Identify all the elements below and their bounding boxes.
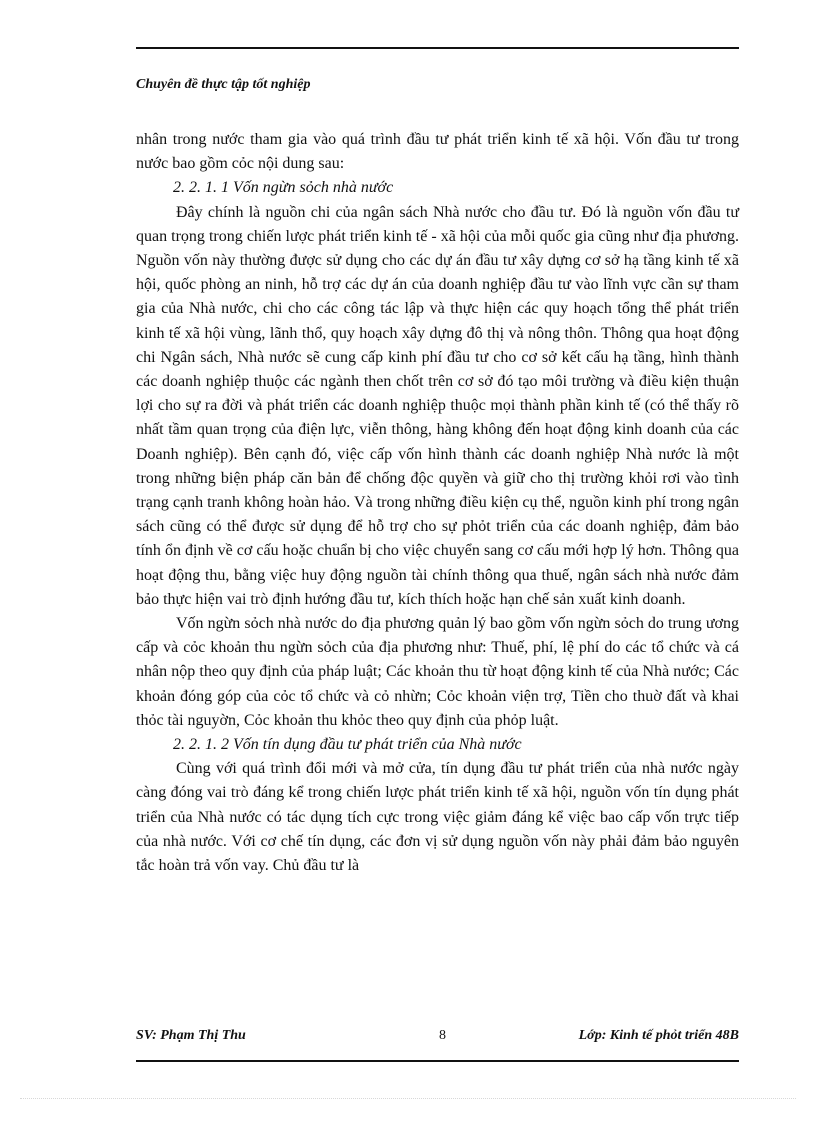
section-heading-2-2-1-1: 2. 2. 1. 1 Vốn ngừn sỏch nhà nước <box>173 179 394 197</box>
header-title: Chuyên đề thực tập tốt nghiệp <box>136 77 311 92</box>
paragraph: Đây chính là nguồn chi của ngân sách Nhà nước cho đầu tư. Đó là nguồn vốn đầu tư quan trọng trong chiến lược phát triển kinh tế - xã hội của mỗi quốc gia cũng như địa phương. Nguồn vốn này thường được sử dụng cho các dự án đầu tư xây dựng cơ sở hạ tầng kinh tế xã hội, quốc phòng an ninh, hỗ trợ các dự án của doanh nghiệp đầu tư vào lĩnh vực cần sự tham gia của Nhà nước, chi cho các công tác lập và thực hiện các quy hoạch tổng thể phát triển kinh tế xã hội vùng, lãnh thổ, quy hoạch xây dựng đô thị và nông thôn. Thông qua hoạt động chi Ngân sách, Nhà nước sẽ cung cấp kinh phí đầu tư cho cơ sở kết cấu hạ tầng, hình thành các doanh nghiệp thuộc các ngành then chốt trên cơ sở đó tạo môi trường và điều kiện thuận lợi cho sự ra đời và phát triển các doanh nghiệp thuộc mọi thành phần kinh tế (có thể thấy rõ nhất tầm quan trọng của điện lực, viễn thông, hàng không đến hoạt động kinh doanh của các Doanh nghiệp). Bên cạnh đó, việc cấp vốn hình thành các doanh nghiệp Nhà nước là một trong những biện pháp căn bản để chống độc quyền và giữ cho thị trường khỏi rơi vào tình trạng cạnh tranh không hoàn hảo. Và trong những điều kiện cụ thể, nguồn kinh phí trong ngân sách cũng có thể được sử dụng để hỗ trợ cho sự phỏt triển của các doanh nghiệp, đảm bảo tính ổn định về cơ cấu hoặc chuẩn bị cho việc chuyển sang cơ cấu mới hợp lý hơn. Thông qua hoạt động thu, bằng việc huy động nguồn tài chính thông qua thuế, ngân sách nhà nước đảm bảo thực hiện vai trò định hướng đầu tư, kích thích hoặc hạn chế sản xuất kinh doanh. <box>136 203 739 608</box>
page-edge-divider <box>20 1098 796 1099</box>
body-text <box>136 128 739 878</box>
paragraph: Cùng với quá trình đổi mới và mở cửa, tín dụng đầu tư phát triển của nhà nước ngày càng đóng vai trò đáng kể trong chiến lược phát triển kinh tế xã hội, nguồn vốn tín dụng phát triển của Nhà nước có tác dụng tích cực trong việc giảm đáng kể việc bao cấp vốn trực tiếp của nhà nước. Với cơ chế tín dụng, các đơn vị sử dụng nguồn vốn này phải đảm bảo nguyên tắc hoàn trả vốn vay. Chủ đầu tư là <box>136 760 739 875</box>
header-rule <box>136 47 739 49</box>
footer-rule <box>136 1060 739 1062</box>
footer-class-label: Lớp: Kinh tế phỏt triển 48B <box>578 1028 739 1043</box>
footer-page-number: 8 <box>439 1028 446 1043</box>
footer-student-name: SV: Phạm Thị Thu <box>136 1028 246 1043</box>
paragraph-continuation: nhân trong nước tham gia vào quá trình đầu tư phát triển kinh tế xã hội. Vốn đầu tư trong nước bao gồm cỏc nội dung sau: <box>136 131 739 173</box>
page-footer <box>136 1028 739 1048</box>
paragraph: Vốn ngừn sỏch nhà nước do địa phương quản lý bao gồm vốn ngừn sỏch do trung ương cấp và cỏc khoản thu ngừn sỏch của địa phương như: Thuế, phí, lệ phí do các tổ chức và cá nhân nộp theo quy định của pháp luật; Các khoản thu từ hoạt động kinh tế của Nhà nước; Các khoản đóng góp của cỏc tổ chức và cỏ nhừn; Cỏc khoản viện trợ, Tiền cho thuờ đất và khai thỏc tài nguyờn, Cỏc khoản thu khỏc theo quy định của phỏp luật. <box>136 615 739 729</box>
section-heading-2-2-1-2: 2. 2. 1. 2 Vốn tín dụng đầu tư phát triển của Nhà nước <box>173 736 522 754</box>
